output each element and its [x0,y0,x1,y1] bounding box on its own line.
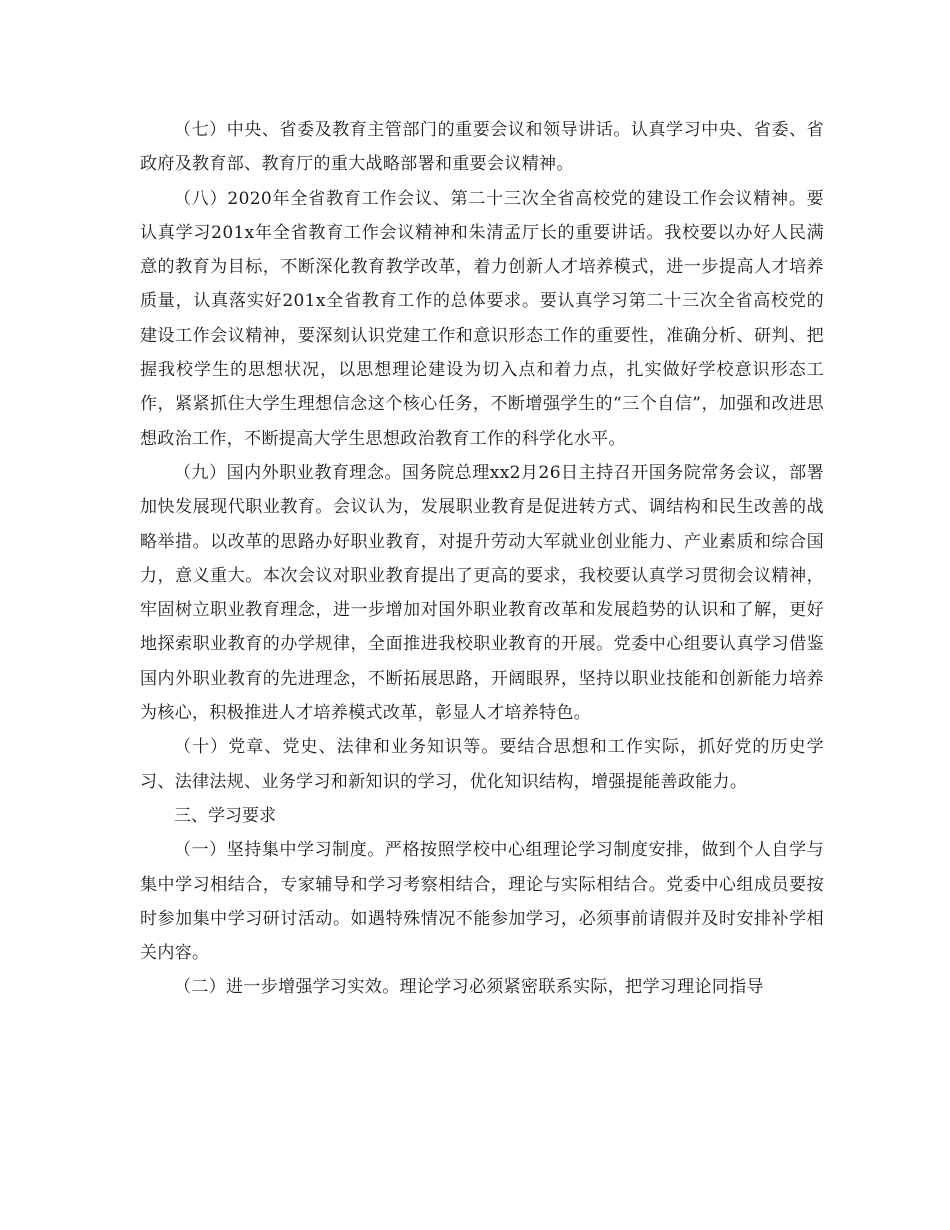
requirement-item-2: （二）进一步增强学习实效。理论学习必须紧密联系实际，把学习理论同指导 [174,977,764,998]
document-page [140,113,824,1005]
paragraph-item-9: （九）国内外职业教育理念。国务院总理xx2月26日主持召开国务院常务会议，部署加快发展现代职业教育。会议认为，发展职业教育是促进转方式、调结构和民生改善的战略举措。以改革的思路办好职业教育，对提升劳动大军就业创业能力、产业素质和综合国力，意义重大。本次会议对职业教育提出了更高的要求，我校要认真学习贯彻会议精神，牢固树立职业教育理念，进一步增加对国外职业教育改革和发展趋势的认识和了解，更好地探索职业教育的办学规律，全面推进我校职业教育的开展。党委中心组要认真学习借鉴国内外职业教育的先进理念，不断拓展思路，开阔眼界，坚持以职业技能和创新能力培养为核心，积极推进人才培养模式改革，彰显人才培养特色。 [140,462,824,724]
paragraph-item-8: （八）2020年全省教育工作会议、第二十三次全省高校党的建设工作会议精神。要认真学习201x年全省教育工作会议精神和朱清孟厅长的重要讲话。我校要以办好人民满意的教育为目标，不断深化教育教学改革，着力创新人才培养模式，进一步提高人才培养质量，认真落实好201x全省教育工作的总体要求。要认真学习第二十三次全省高校党的建设工作会议精神，要深刻认识党建工作和意识形态工作的重要性，准确分析、研判、把握我校学生的思想状况，以思想理论建设为切入点和着力点，扎实做好学校意识形态工作，紧紧抓住大学生理想信念这个核心任务，不断增强学生的“三个自信”，加强和改进思想政治工作，不断提高大学生思想政治教育工作的科学化水平。 [140,188,824,449]
section-heading: 三、学习要求 [174,805,276,826]
paragraph-item-10: （十）党章、党史、法律和业务知识等。要结合思想和工作实际，抓好党的历史学习、法律法规、业务学习和新知识的学习，优化知识结构，增强提能善政能力。 [140,737,824,792]
requirement-item-1: （一）坚持集中学习制度。严格按照学校中心组理论学习制度安排，做到个人自学与集中学习相结合，专家辅导和学习考察相结合，理论与实际相结合。党委中心组成员要按时参加集中学习研讨活动。如遇特殊情况不能参加学习，必须事前请假并及时安排补学相关内容。 [140,840,824,964]
paragraph-item-7: （七）中央、省委及教育主管部门的重要会议和领导讲话。认真学习中央、省委、省政府及教育部、教育厅的重大战略部署和重要会议精神。 [140,120,824,175]
